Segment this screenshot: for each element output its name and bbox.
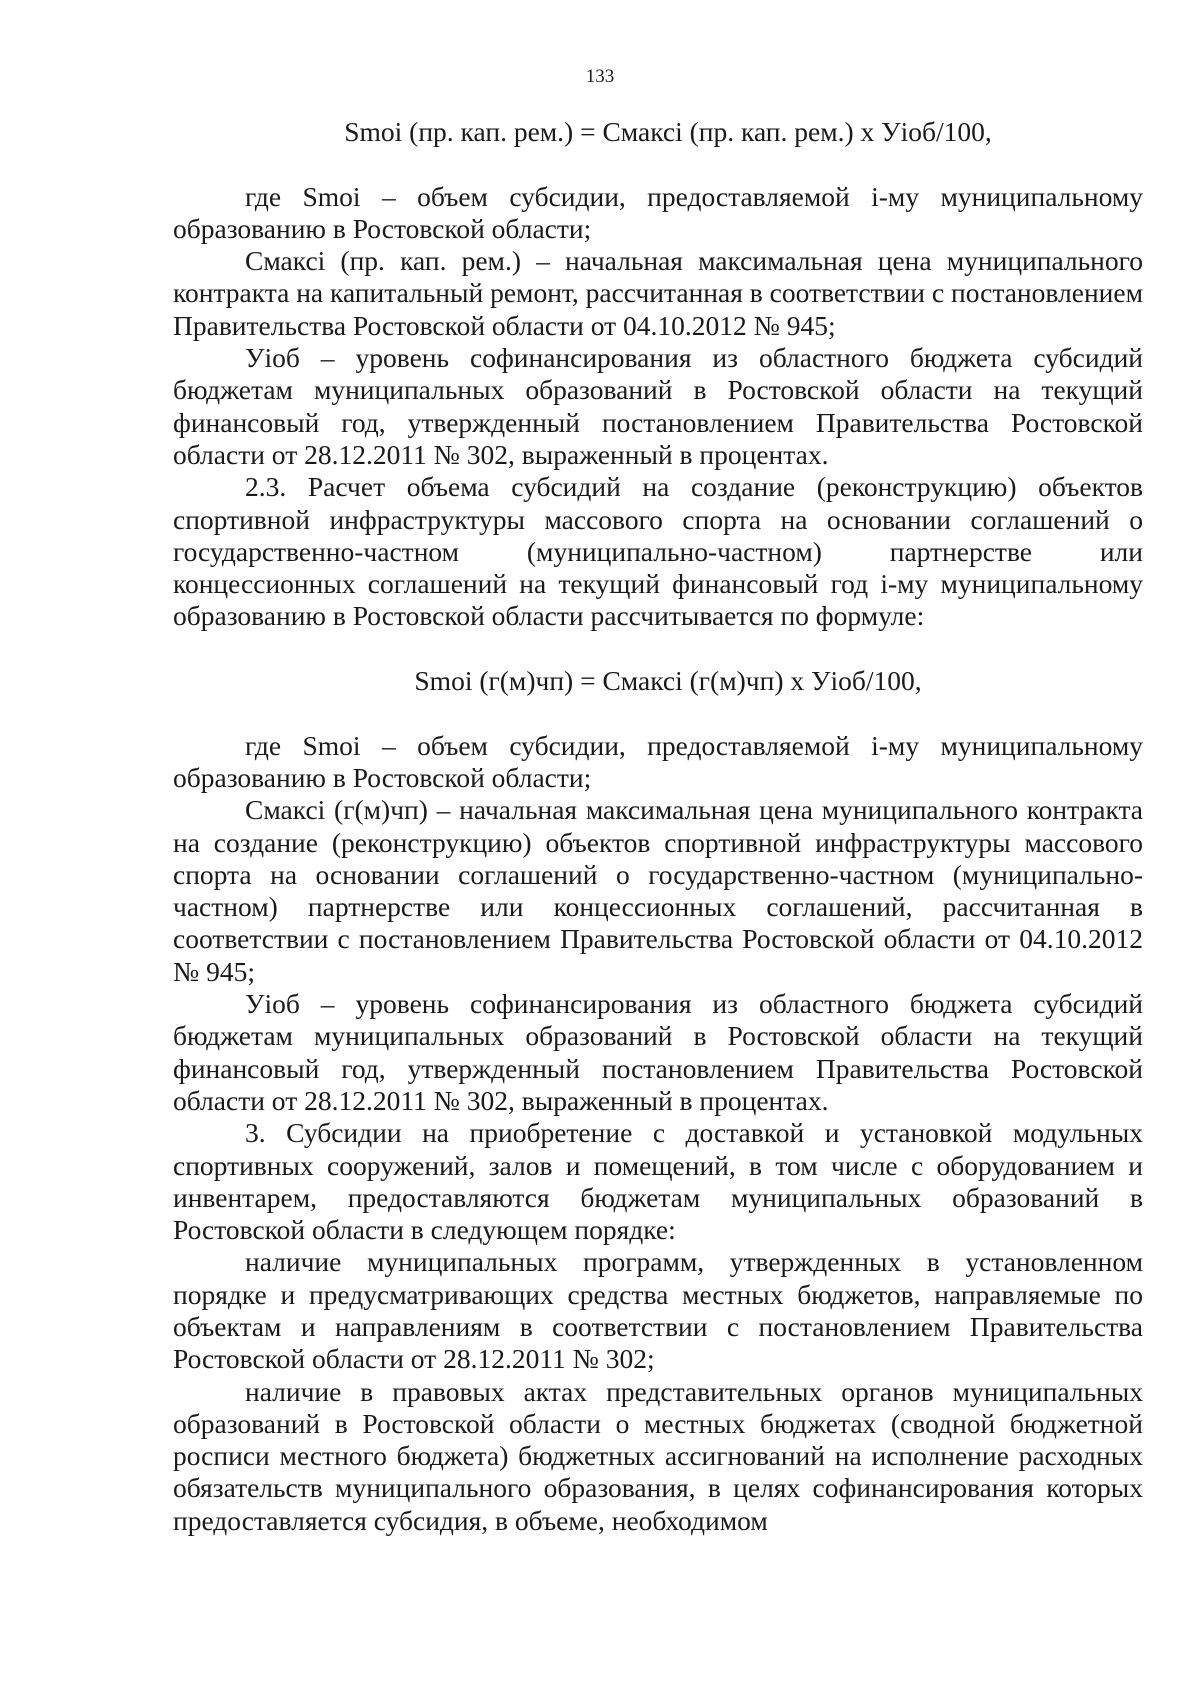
paragraph: Уioб – уровень софинансирования из областного бюджета субсидий бюджетам муниципальных образований в Ростовской области на текущий финансовый год, утвержденный постановлением Правительства Ростовской области от 28.12.2011 № 302, выраженный в процентах. bbox=[173, 988, 1143, 1116]
spacer bbox=[173, 697, 1143, 729]
spacer bbox=[173, 633, 1143, 665]
section-public-private-partnership bbox=[173, 730, 1143, 1537]
paragraph: где Smoi – объем субсидии, предоставляемой i-му муниципальному образованию в Ростовской области; bbox=[173, 729, 1143, 793]
page-number: 133 bbox=[585, 66, 615, 87]
paragraph: Смаксi (пр. кап. рем.) – начальная максимальная цена муниципального контракта на капитальный ремонт, рассчитанная в соответствии с постановлением Правительства Ростовской области от 04.10.2012 № 945; bbox=[173, 245, 1143, 341]
formula-capital-repair: Smoi (пр. кап. рем.) = Смаксi (пр. кап. рем.) x Уioб/100, bbox=[344, 116, 992, 147]
formula-public-private-partnership: Smoi (г(м)чп) = Смаксi (г(м)чп) x Уioб/100, bbox=[414, 665, 922, 697]
spacer bbox=[173, 148, 1143, 180]
paragraph: где Smoi – объем субсидии, предоставляемой i-му муниципальному образованию в Ростовской области; bbox=[173, 180, 1143, 244]
paragraph: наличие муниципальных программ, утвержденных в установленном порядке и предусматривающих средства местных бюджетов, направляемые по объектам и направлениям в соответствии с постановлением Правительства Ростовской области от 28.12.2011 № 302; bbox=[173, 1246, 1143, 1375]
paragraph: 3. Субсидии на приобретение с доставкой и установкой модульных спортивных сооружений, залов и помещений, в том числе с оборудованием и инвентарем, предоставляются бюджетам муниципальных образований в Ростовской области в следующем порядке: bbox=[173, 1117, 1143, 1246]
paragraph: Уioб – уровень софинансирования из областного бюджета субсидий бюджетам муниципальных образований в Ростовской области на текущий финансовый год, утвержденный постановлением Правительства Ростовской области от 28.12.2011 № 302, выраженный в процентах. bbox=[173, 342, 1143, 470]
paragraph: 2.3. Расчет объема субсидий на создание (реконструкцию) объектов спортивной инфраструктуры массового спорта на основании соглашений о государственно-частном (муниципально-частном) партнерстве или концессионных соглашений на текущий финансовый год i-му муниципальному образованию в Ростовской области рассчитывается по формуле: bbox=[173, 471, 1143, 632]
section-capital-repair bbox=[173, 181, 1143, 633]
paragraph: Смаксi (г(м)чп) – начальная максимальная цена муниципального контракта на создание (реконструкцию) объектов спортивной инфраструктуры массового спорта на основании соглашений о государственно-частном (муниципально-частном) партнерстве или концессионных соглашений, рассчитанная в соответствии с постановлением Правительства Ростовской области от 04.10.2012 № 945; bbox=[173, 794, 1143, 987]
paragraph: наличие в правовых актах представительных органов муниципальных образований в Ростовской области о местных бюджетах (сводной бюджетной росписи местного бюджета) бюджетных ассигнований на исполнение расходных обязательств муниципального образования, в целях софинансирования которых предоставляется субсидия, в объеме, необходимом bbox=[173, 1375, 1143, 1536]
document-body bbox=[173, 116, 1143, 1537]
